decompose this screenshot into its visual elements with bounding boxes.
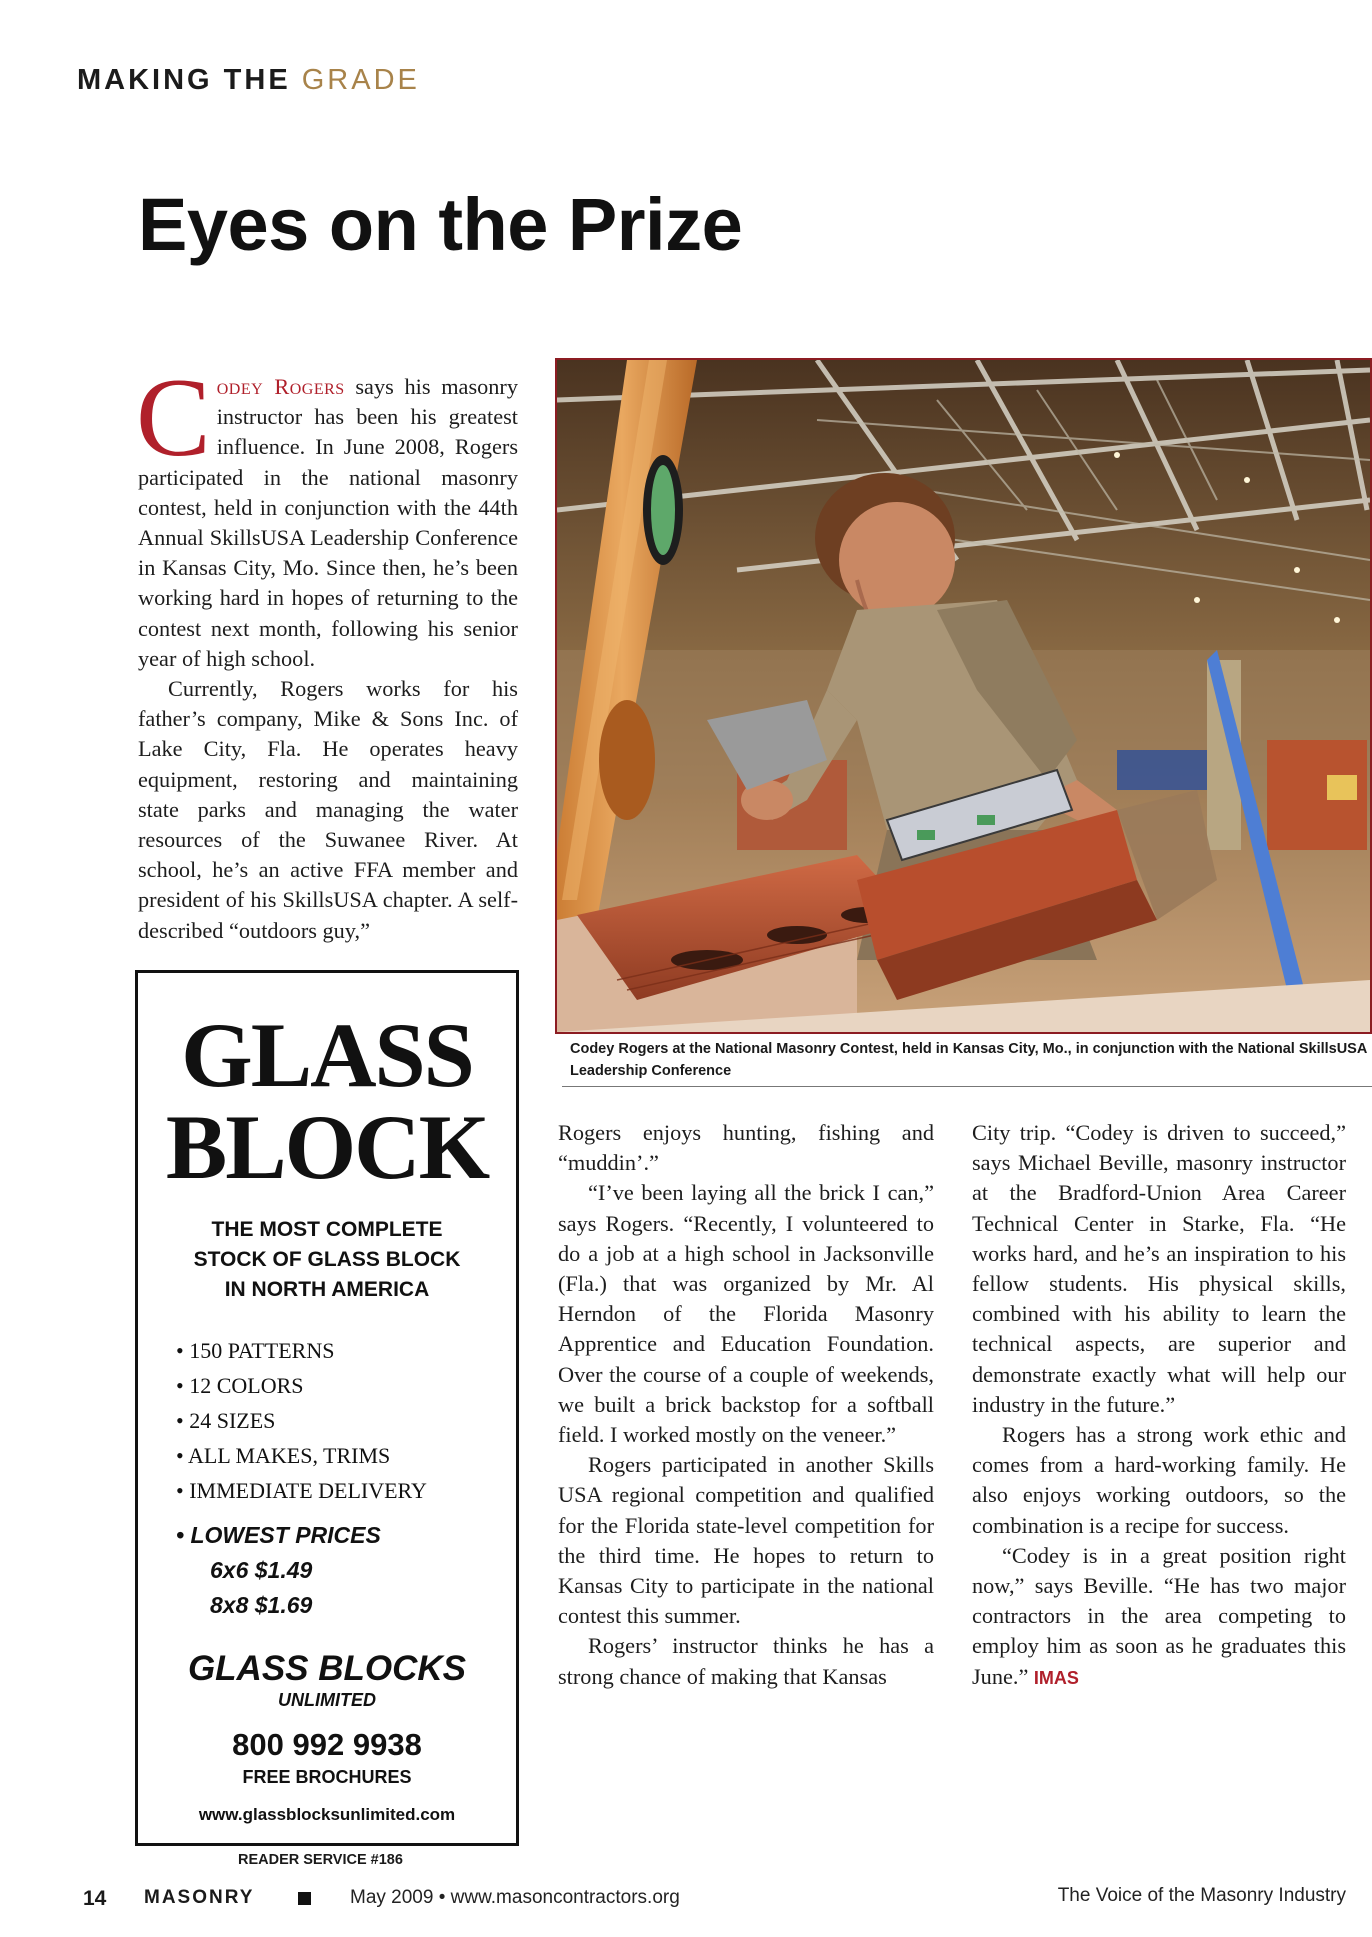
ad-feature: • IMMEDIATE DELIVERY xyxy=(176,1473,516,1508)
article-paragraph-4: “I’ve been laying all the brick I can,” says Rogers. “Recently, I volunteered to do a job at a high school in Jacksonville (Fla.) that was organized by Mr. Al Herndon of the Florida Masonry Apprentice and Education Foundation. Over the course of a couple of weekends, we built a brick backstop for a softball field. I worked mostly on the veneer.” xyxy=(558,1180,934,1448)
ad-feature: • 24 SIZES xyxy=(176,1403,516,1438)
photo-caption-line-1: Codey Rogers at the National Masonry Contest, held in Kansas City, Mo., in conjunction with the National SkillsUSA xyxy=(570,1041,1368,1057)
ad-price-6x6: 6x6 $1.49 xyxy=(210,1557,313,1583)
photo-caption xyxy=(570,1038,1372,1082)
ad-subtitle-line-2: STOCK OF GLASS BLOCK xyxy=(193,1248,461,1271)
square-separator-icon xyxy=(298,1892,311,1905)
ad-free-brochures: FREE BROCHURES xyxy=(242,1767,412,1787)
article-column-2 xyxy=(558,1118,934,1692)
article-paragraph-3: Rogers enjoys hunting, fishing and “muddin’.” xyxy=(558,1120,934,1176)
section-label-dark: MAKING THE xyxy=(77,64,291,96)
lead-name: odey Rogers xyxy=(216,374,345,399)
article-paragraph-6: Rogers’ instructor thinks he has a strong chance of making that Kansas xyxy=(558,1633,934,1689)
paragraph-8-text: “Codey is in a great position right now,” says Beville. “He has two major contractors in the area competing to employ him as soon as he graduates this June.” xyxy=(972,1542,1346,1689)
ad-lowest-prices xyxy=(176,1518,516,1623)
ad-subtitle-line-3: IN NORTH AMERICA xyxy=(224,1278,430,1301)
ad-price-8x8: 8x8 $1.69 xyxy=(210,1592,313,1618)
ad-website-link[interactable]: www.glassblocksunlimited.com xyxy=(198,1805,456,1824)
glass-block-advertisement[interactable] xyxy=(135,970,519,1846)
ad-title-line-2: BLOCK xyxy=(165,1096,489,1198)
magazine-name: MASONRY xyxy=(144,1887,255,1908)
article-photo xyxy=(555,358,1372,1034)
ad-feature: • 12 COLORS xyxy=(176,1368,516,1403)
photo-illustration xyxy=(557,360,1370,1032)
ad-company-subtitle: UNLIMITED xyxy=(278,1690,376,1710)
ad-title-line-1: GLASS xyxy=(181,1004,473,1106)
ad-phone-number[interactable]: 800 992 9938 xyxy=(232,1727,422,1762)
article-paragraph-8 xyxy=(972,1541,1346,1693)
section-label xyxy=(77,64,420,97)
article-paragraph-1 xyxy=(136,356,518,674)
issue-date-and-url[interactable]: May 2009 • www.masoncontractors.org xyxy=(350,1887,680,1908)
headline: Eyes on the Prize xyxy=(138,183,743,266)
reader-service-number: READER SERVICE #186 xyxy=(238,1852,403,1868)
paragraph-1-text: says his masonry instructor has been his greatest influence. In June 2008, Rogers participated in the national masonry contest, held in conjunction with the 44th Annual SkillsUSA Leadership Conference in Kansas City, Mo. Since then, he’s been working hard in hopes of returning to the contest next month, following his senior year of high school. xyxy=(138,374,518,671)
end-mark: IMAS xyxy=(1033,1667,1079,1688)
page-footer xyxy=(0,1885,1372,1915)
article-paragraph-7: Rogers has a strong work ethic and comes from a hard-working family. He also enjoys working outdoors, so the combination is a recipe for success. xyxy=(972,1422,1346,1538)
article-paragraph-5: Rogers participated in another Skills USA regional competition and qualified for the Florida state-level competition for the third time. He hopes to return to Kansas City to participate in the national contest this summer. xyxy=(558,1452,934,1629)
caption-divider xyxy=(562,1086,1372,1087)
drop-cap: C xyxy=(136,356,211,480)
ad-subtitle xyxy=(138,1215,516,1305)
section-label-accent: GRADE xyxy=(301,64,420,96)
article-column-3-content xyxy=(972,1118,1346,1693)
ad-feature: • 150 PATTERNS xyxy=(176,1333,516,1368)
page-number: 14 xyxy=(83,1887,107,1910)
ad-lowest-label: • LOWEST PRICES xyxy=(176,1522,381,1548)
article-column-1 xyxy=(136,356,518,946)
ad-subtitle-line-1: THE MOST COMPLETE xyxy=(211,1218,443,1241)
ad-feature-list xyxy=(176,1333,516,1508)
ad-title xyxy=(138,1004,516,1198)
article-paragraph-2: Currently, Rogers works for his father’s company, Mike & Sons Inc. of Lake City, Fla. He operates heavy equipment, restoring and maintaining state parks and managing the water resources of the Suwanee River. At school, he’s an active FFA member and president of his SkillsUSA chapter. A self-described “outdoors guy,” xyxy=(138,676,518,943)
photo-caption-line-2: Leadership Conference xyxy=(570,1063,732,1079)
article-paragraph-6-continued: City trip. “Codey is driven to succeed,” says Michael Beville, masonry instructor at the Bradford-Union Area Career Technical Center in Starke, Fla. “He works hard, and he’s an inspiration to his fellow students. His physical skills, combined with his ability to learn the technical aspects, are superior and demonstrate exactly what will help our industry in the future.” xyxy=(972,1120,1346,1417)
magazine-tagline: The Voice of the Masonry Industry xyxy=(1057,1885,1346,1906)
ad-company-name: GLASS BLOCKS xyxy=(187,1649,467,1688)
ad-feature: • ALL MAKES, TRIMS xyxy=(176,1438,516,1473)
